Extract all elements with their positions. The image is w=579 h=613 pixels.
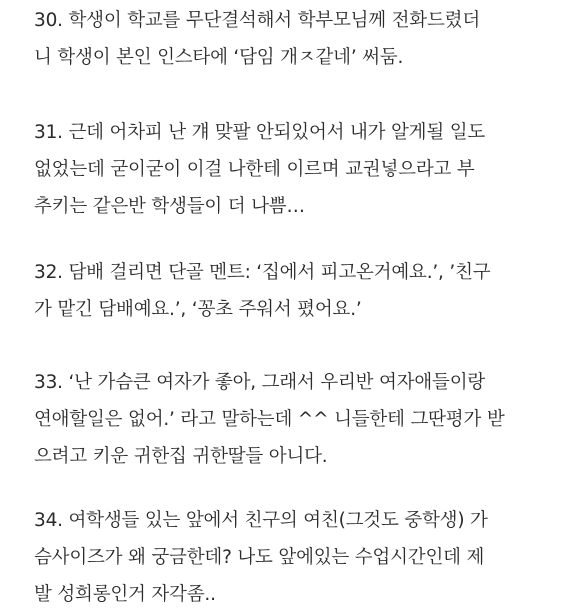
text-line: 가 맡긴 담배예요.’, ‘꽁초 주워서 폈어요.’ <box>34 299 362 320</box>
text-line: 연애할일은 없어.’ 라고 말하는데 ^^ 니들한테 그딴평가 받 <box>34 409 505 430</box>
text-line: 31. 근데 어차피 난 걔 맞팔 안되있어서 내가 알게될 일도 <box>34 122 486 143</box>
text-line: 32. 담배 걸리면 단골 멘트: ‘집에서 피고온거예요.’, ’친구 <box>34 262 491 283</box>
list-item-33 <box>34 364 569 475</box>
text-line: 으려고 키운 귀한집 귀한딸들 아니다. <box>34 446 328 467</box>
list-item-32 <box>34 254 569 328</box>
list-item-34 <box>34 502 569 613</box>
list-item-30 <box>34 2 569 76</box>
text-line: 발 성희롱인거 자각좀.. <box>34 584 216 605</box>
text-line: 33. ‘난 가슴큰 여자가 좋아, 그래서 우리반 여자애들이랑 <box>34 372 486 393</box>
text-line: 없었는데 굳이굳이 이걸 나한테 이르며 교권넣으라고 부 <box>34 159 475 180</box>
text-line: 추키는 같은반 학생들이 더 나쁨… <box>34 196 305 217</box>
text-line: 34. 여학생들 있는 앞에서 친구의 여친(그것도 중학생) 가 <box>34 510 488 531</box>
text-line: 30. 학생이 학교를 무단결석해서 학부모님께 전화드렸더 <box>34 10 480 31</box>
list-item-31 <box>34 114 569 225</box>
text-line: 슴사이즈가 왜 궁금한데? 나도 앞에있는 수업시간인데 제 <box>34 547 485 568</box>
text-line: 니 학생이 본인 인스타에 ‘담임 개ㅈ같네’ 써둠. <box>34 47 404 68</box>
